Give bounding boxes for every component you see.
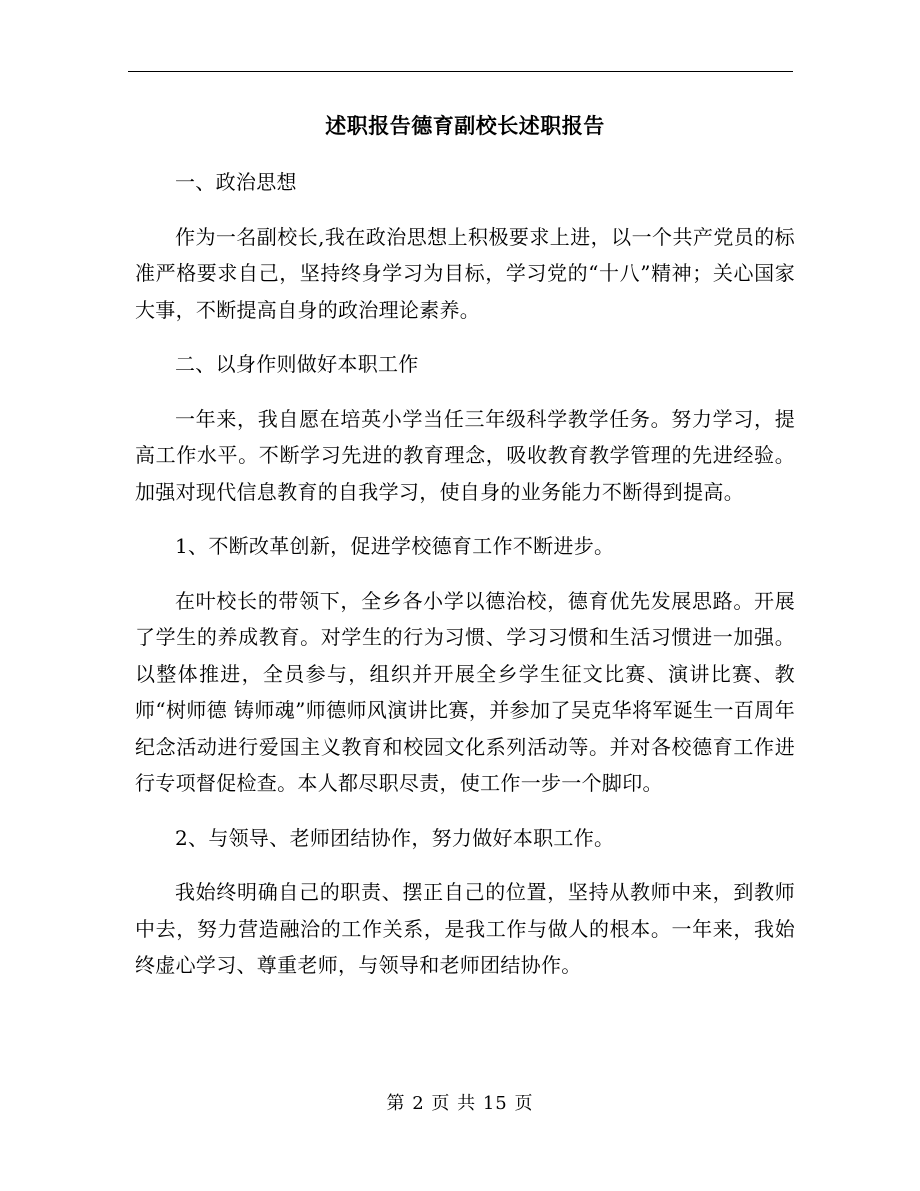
- section-heading-political: 一、政治思想: [175, 170, 297, 194]
- document-body: [135, 106, 795, 1002]
- document-title: 述职报告德育副校长述职报告: [325, 113, 605, 138]
- subheading-cooperation: 2、与领导、老师团结协作，努力做好本职工作。: [175, 825, 615, 850]
- page-number-footer: 第 2 页 共 15 页: [386, 1093, 534, 1114]
- paragraph-political: 作为一名副校长,我在政治思想上积极要求上进，以一个共产党员的标准严格要求自己，坚持终身学习为目标，学习党的“十八”精神；关心国家大事，不断提高自身的政治理论素养。: [135, 224, 795, 322]
- paragraph-cooperation: 我始终明确自己的职责、摆正自己的位置，坚持从教师中来，到教师中去，努力营造融洽的工作关系，是我工作与做人的根本。一年来，我始终虚心学习、尊重老师，与领导和老师团结协作。: [135, 880, 795, 977]
- header-rule: [128, 71, 793, 72]
- subheading-reform: 1、不断改革创新，促进学校德育工作不断进步。: [175, 534, 615, 558]
- section-heading-duty: 二、以身作则做好本职工作: [175, 352, 419, 376]
- paragraph-reform: 在叶校长的带领下，全乡各小学以德治校，德育优先发展思路。开展了学生的养成教育。对学生的行为习惯、学习习惯和生活习惯进一加强。以整体推进，全员参与，组织并开展全乡学生征文比赛、演讲比赛、教师“树师德 铸师魂”师德师风演讲比赛，并参加了吴克华将军诞生一百周年纪念活动进行爱国主义教育和校园文化系列活动等。并对各校德育工作进行专项督促检查。本人都尽职尽责，使工作一步一个脚印。: [135, 588, 795, 795]
- paragraph-duty: 一年来，我自愿在培英小学当任三年级科学教学任务。努力学习，提高工作水平。不断学习先进的教育理念，吸收教育教学管理的先进经验。加强对现代信息教育的自我学习，使自身的业务能力不断得到提高。: [135, 406, 795, 504]
